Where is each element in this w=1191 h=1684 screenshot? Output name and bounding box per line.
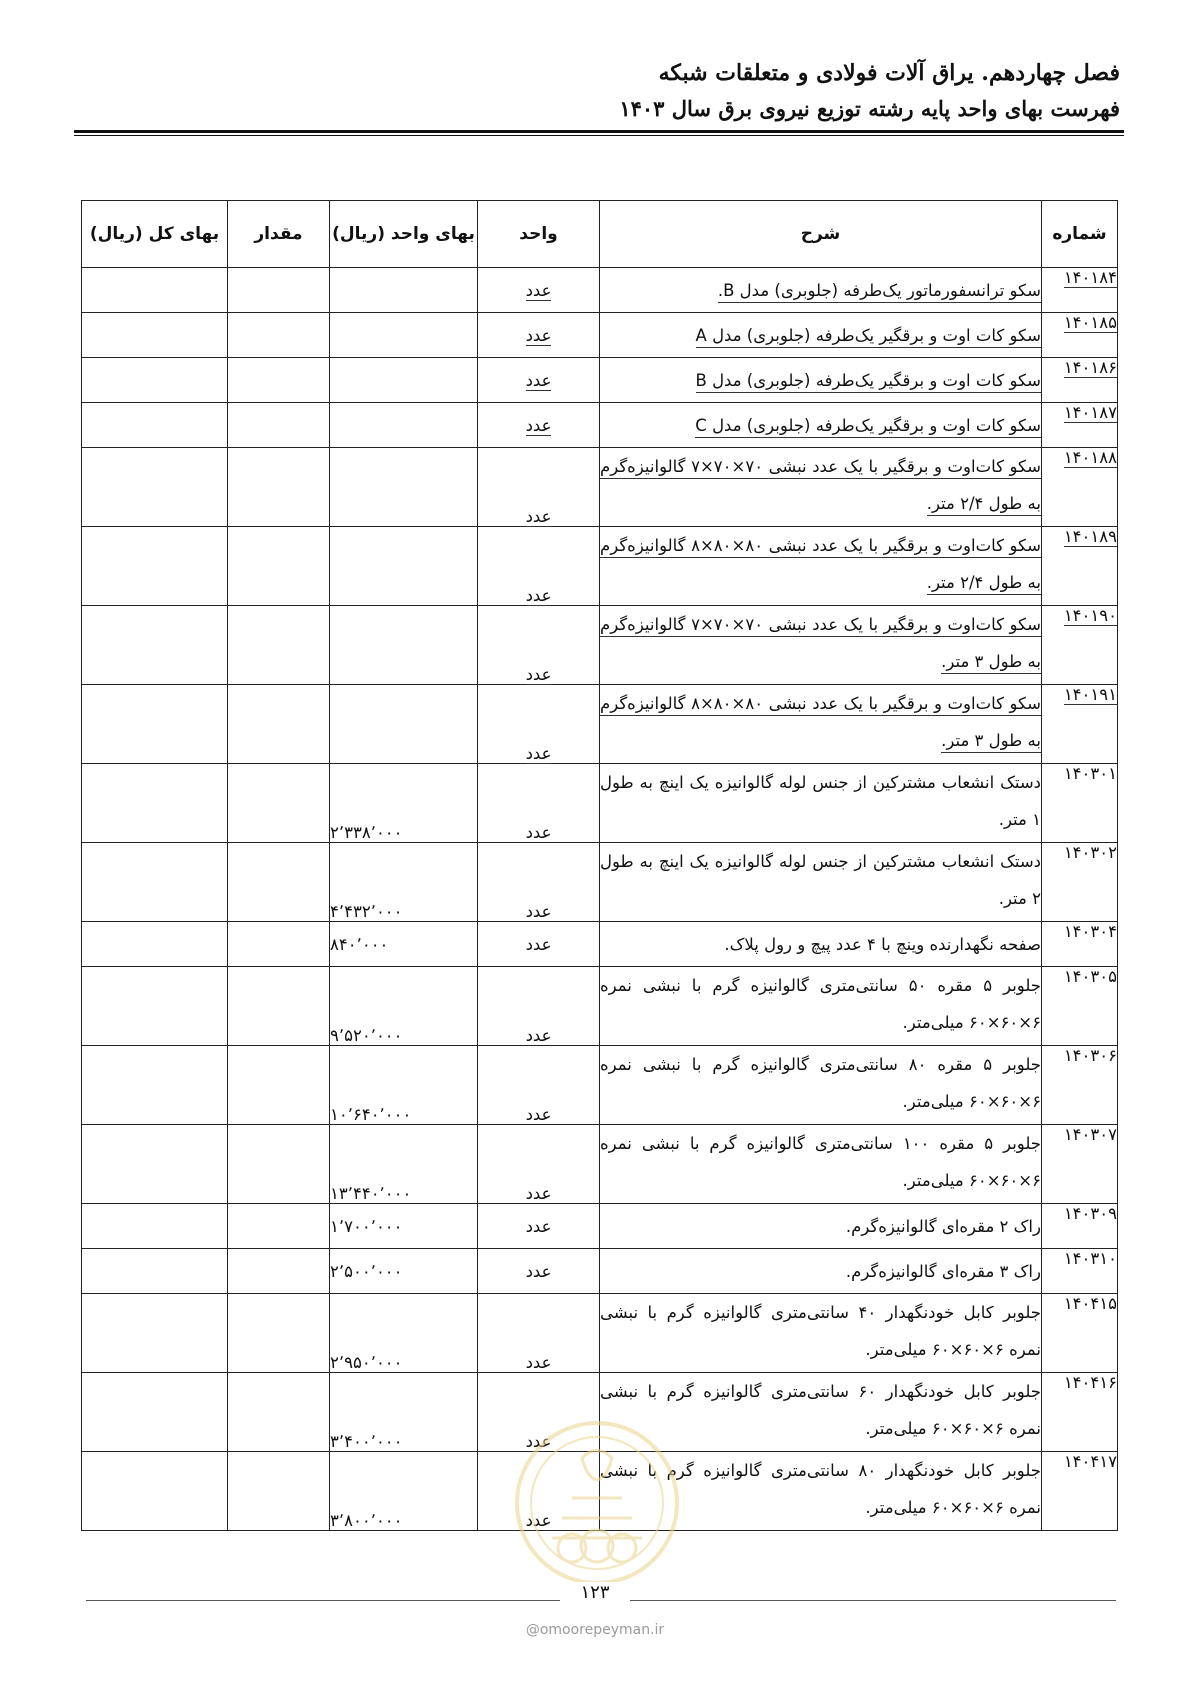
row-description: جلوبر کابل خودنگهدار ۴۰ سانتی‌متری گالوانیزه گرم با نبشی نمره ۶×۶۰×۶۰ میلی‌متر. [600,1294,1042,1373]
row-description: راک ۳ مقره‌ای گالوانیزه‌گرم. [600,1249,1042,1294]
row-description: سکو ترانسفورماتور یک‌طرفه (جلوبری) مدل B. [718,281,1041,303]
row-unit-price [330,358,478,403]
row-description: سکو کات‌اوت و برقگیر با یک عدد نبشی ۷۰×۷۰×۷ گالوانیزه‌گرم به طول ۳ متر. [600,615,1041,674]
table-row [82,527,1118,606]
row-number: ۱۴۰۱۸۵ [1063,313,1117,332]
row-number: ۱۴۰۳۰۹ [1063,1204,1117,1223]
row-description: جلوبر ۵ مقره ۱۰۰ سانتی‌متری گالوانیزه گرم با نبشی نمره ۶×۶۰×۶۰ میلی‌متر. [600,1125,1042,1204]
row-quantity [228,313,330,358]
table-row [82,843,1118,922]
header-unit: واحد [478,201,600,268]
row-unit: عدد [525,665,552,684]
table-row [82,358,1118,403]
row-quantity [228,843,330,922]
row-unit-price: ۱٬۷۰۰٬۰۰۰ [330,1204,478,1249]
website-watermark: @omoorepeyman.ir [525,1622,665,1638]
row-unit-price: ۲٬۵۰۰٬۰۰۰ [330,1249,478,1294]
row-unit-price [330,685,478,764]
row-unit-price: ۳٬۸۰۰٬۰۰۰ [330,1452,478,1531]
row-quantity [228,1125,330,1204]
price-list-table [81,200,1118,1531]
document-title: فهرست بهای واحد پایه رشته توزیع نیروی برق سال ۱۴۰۳ [619,96,1120,121]
table-row [82,1046,1118,1125]
row-quantity [228,967,330,1046]
row-description: جلوبر کابل خودنگهدار ۶۰ سانتی‌متری گالوانیزه گرم با نبشی نمره ۶×۶۰×۶۰ میلی‌متر. [600,1373,1042,1452]
row-unit: عدد [525,744,552,763]
table-row [82,448,1118,527]
row-unit-price: ۱۳٬۴۴۰٬۰۰۰ [330,1125,478,1204]
row-unit: عدد [478,1294,600,1373]
row-number: ۱۴۰۳۰۵ [1063,967,1117,986]
row-total-price [82,1125,228,1204]
table-row [82,313,1118,358]
row-unit: عدد [478,764,600,843]
row-number: ۱۴۰۳۰۶ [1063,1046,1117,1065]
row-description: سکو کات اوت و برقگیر یک‌طرفه (جلوبری) مدل A [696,326,1041,348]
row-description: صفحه نگهدارنده وینچ با ۴ عدد پیچ و رول پلاک. [600,922,1042,967]
row-quantity [228,764,330,843]
row-unit: عدد [478,843,600,922]
table-row [82,967,1118,1046]
row-total-price [82,1294,228,1373]
header-description: شرح [600,201,1042,268]
row-number: ۱۴۰۱۸۴ [1063,268,1117,287]
row-number: ۱۴۰۱۸۹ [1063,527,1117,546]
row-total-price [82,685,228,764]
row-unit: عدد [478,1249,600,1294]
table-row [82,1204,1118,1249]
table-row [82,1249,1118,1294]
row-quantity [228,1452,330,1531]
row-unit-price [330,313,478,358]
row-total-price [82,527,228,606]
row-quantity [228,268,330,313]
row-number: ۱۴۰۴۱۵ [1063,1294,1117,1313]
row-unit-price: ۲٬۹۵۰٬۰۰۰ [330,1294,478,1373]
row-number: ۱۴۰۱۸۶ [1063,358,1117,377]
row-unit: عدد [478,1125,600,1204]
row-unit-price [330,448,478,527]
row-unit-price: ۲٬۳۳۸٬۰۰۰ [330,764,478,843]
row-total-price [82,448,228,527]
row-number: ۱۴۰۳۰۷ [1063,1125,1117,1144]
header-number: شماره [1042,201,1118,268]
page-number: ۱۲۳ [560,1582,630,1603]
row-description: راک ۲ مقره‌ای گالوانیزه‌گرم. [600,1204,1042,1249]
chapter-title: فصل چهاردهم. یراق آلات فولادی و متعلقات شبکه [658,60,1120,86]
row-unit: عدد [478,1204,600,1249]
row-description: سکو کات‌اوت و برقگیر با یک عدد نبشی ۸۰×۸۰×۸ گالوانیزه‌گرم به طول ۲/۴ متر. [600,536,1041,595]
header-total-price: بهای کل (ریال) [82,201,228,268]
table-header-row [82,201,1118,268]
row-unit-price [330,606,478,685]
row-number: ۱۴۰۳۱۰ [1063,1249,1117,1268]
row-unit: عدد [478,1373,600,1452]
row-total-price [82,1249,228,1294]
row-total-price [82,1373,228,1452]
row-number: ۱۴۰۳۰۲ [1063,843,1117,862]
row-unit: عدد [478,967,600,1046]
row-number: ۱۴۰۳۰۱ [1063,764,1117,783]
row-description: سکو کات‌اوت و برقگیر با یک عدد نبشی ۷۰×۷۰×۷ گالوانیزه‌گرم به طول ۲/۴ متر. [600,457,1041,516]
row-unit-price: ۱۰٬۶۴۰٬۰۰۰ [330,1046,478,1125]
row-unit-price: ۸۴۰٬۰۰۰ [330,922,478,967]
header-quantity: مقدار [228,201,330,268]
row-unit: عدد [525,280,552,300]
row-total-price [82,403,228,448]
row-total-price [82,1046,228,1125]
table-row [82,685,1118,764]
row-total-price [82,358,228,403]
row-unit-price [330,268,478,313]
row-number: ۱۴۰۱۸۸ [1063,448,1117,467]
row-description: جلوبر ۵ مقره ۸۰ سانتی‌متری گالوانیزه گرم با نبشی نمره ۶×۶۰×۶۰ میلی‌متر. [600,1046,1042,1125]
row-number: ۱۴۰۴۱۷ [1063,1452,1117,1471]
row-quantity [228,448,330,527]
row-quantity [228,358,330,403]
row-total-price [82,922,228,967]
table-row [82,268,1118,313]
row-number: ۱۴۰۱۹۱ [1063,685,1117,704]
header-rule-thin [74,135,1124,136]
row-unit: عدد [478,1046,600,1125]
row-quantity [228,685,330,764]
row-unit-price [330,403,478,448]
row-quantity [228,1204,330,1249]
watermark-seal-icon [512,1418,682,1588]
row-description: جلوبر ۵ مقره ۵۰ سانتی‌متری گالوانیزه گرم با نبشی نمره ۶×۶۰×۶۰ میلی‌متر. [600,967,1042,1046]
row-number: ۱۴۰۳۰۴ [1063,922,1117,941]
row-description: سکو کات اوت و برقگیر یک‌طرفه (جلوبری) مدل B [696,371,1042,393]
row-quantity [228,1373,330,1452]
row-unit: عدد [525,415,552,435]
row-description: سکو کات اوت و برقگیر یک‌طرفه (جلوبری) مدل C [695,416,1041,438]
row-unit: عدد [525,325,552,345]
row-unit: عدد [525,507,552,526]
row-number: ۱۴۰۴۱۶ [1063,1373,1117,1392]
row-quantity [228,527,330,606]
row-total-price [82,268,228,313]
header-rule-thick [74,130,1124,133]
row-quantity [228,403,330,448]
page-header [74,56,1120,126]
row-quantity [228,606,330,685]
row-description: دستک انشعاب مشترکین از جنس لوله گالوانیزه یک اینچ به طول ۲ متر. [600,843,1042,922]
row-unit: عدد [478,1452,600,1531]
row-total-price [82,967,228,1046]
row-unit-price: ۴٬۴۳۲٬۰۰۰ [330,843,478,922]
row-total-price [82,606,228,685]
table-row [82,403,1118,448]
row-number: ۱۴۰۱۸۷ [1063,403,1117,422]
row-unit: عدد [478,922,600,967]
row-unit-price: ۳٬۴۰۰٬۰۰۰ [330,1373,478,1452]
row-total-price [82,843,228,922]
row-quantity [228,1046,330,1125]
table-row [82,1125,1118,1204]
row-unit: عدد [525,586,552,605]
row-unit-price: ۹٬۵۲۰٬۰۰۰ [330,967,478,1046]
row-description: سکو کات‌اوت و برقگیر با یک عدد نبشی ۸۰×۸۰×۸ گالوانیزه‌گرم به طول ۳ متر. [600,694,1041,753]
table-row [82,764,1118,843]
row-number: ۱۴۰۱۹۰ [1063,606,1117,625]
row-description: جلوبر کابل خودنگهدار ۸۰ سانتی‌متری گالوانیزه گرم با نبشی نمره ۶×۶۰×۶۰ میلی‌متر. [600,1452,1042,1531]
table-row [82,1294,1118,1373]
row-total-price [82,1204,228,1249]
table-row [82,922,1118,967]
row-quantity [228,1249,330,1294]
row-total-price [82,1452,228,1531]
row-unit: عدد [525,370,552,390]
row-description: دستک انشعاب مشترکین از جنس لوله گالوانیزه یک اینچ به طول ۱ متر. [600,764,1042,843]
header-unit-price: بهای واحد (ریال) [330,201,478,268]
row-unit-price [330,527,478,606]
row-quantity [228,922,330,967]
table-row [82,606,1118,685]
row-total-price [82,764,228,843]
row-quantity [228,1294,330,1373]
row-total-price [82,313,228,358]
